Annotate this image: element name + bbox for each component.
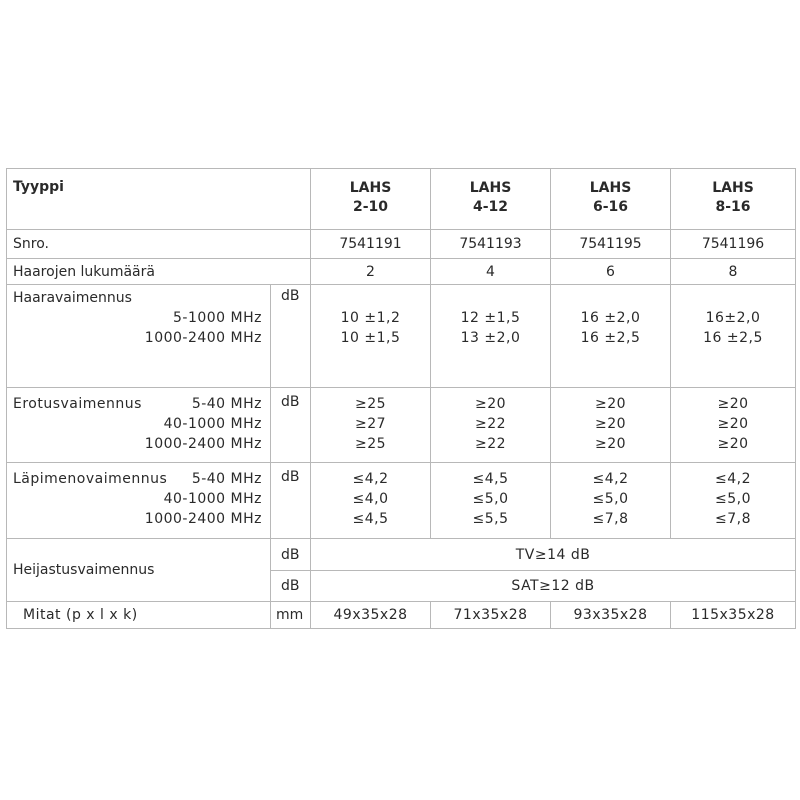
band-label: 40-1000 MHz xyxy=(163,416,262,432)
snro-label: Snro. xyxy=(7,230,311,259)
band-label: 5-40 MHz xyxy=(191,471,262,487)
branches-value: 6 xyxy=(551,259,671,285)
return-loss-tv: TV≥14 dB xyxy=(311,539,796,571)
value: ≥20 xyxy=(717,416,749,432)
model-code: 2-10 xyxy=(352,199,389,215)
value: ≤4,5 xyxy=(472,471,509,487)
header-row xyxy=(7,169,796,230)
branches-value: 2 xyxy=(311,259,431,285)
model-code: 6-16 xyxy=(592,199,629,215)
value: 13 ±2,0 xyxy=(460,330,521,346)
dimensions-value: 71x35x28 xyxy=(431,602,551,629)
tap-loss-values xyxy=(551,285,671,388)
tap-loss-row xyxy=(7,285,796,388)
value: ≤5,0 xyxy=(472,491,509,507)
value: ≥20 xyxy=(594,416,627,432)
branches-value: 8 xyxy=(671,259,796,285)
through-loss-values xyxy=(671,463,796,539)
dimensions-value: 115x35x28 xyxy=(671,602,796,629)
value: ≥20 xyxy=(717,436,749,452)
value: ≤4,2 xyxy=(715,471,752,487)
value: 16±2,0 xyxy=(705,310,761,326)
value: ≥20 xyxy=(594,436,627,452)
value: 10 ±1,2 xyxy=(340,310,401,326)
model-name: LAHS xyxy=(469,180,512,196)
tap-loss-label: Haaravaimennus xyxy=(13,290,132,306)
band-label: 40-1000 MHz xyxy=(163,491,262,507)
tap-loss-values xyxy=(431,285,551,388)
through-loss-row xyxy=(7,463,796,539)
snro-value: 7541195 xyxy=(551,230,671,259)
value: ≥27 xyxy=(354,416,387,432)
isolation-values xyxy=(431,388,551,463)
dimensions-label: Mitat (p x l x k) xyxy=(7,602,271,629)
dimensions-row xyxy=(7,602,796,629)
value: ≥22 xyxy=(474,416,507,432)
unit-label: dB xyxy=(271,463,311,539)
value: ≥20 xyxy=(594,396,627,412)
snro-value: 7541196 xyxy=(671,230,796,259)
band-label: 1000-2400 MHz xyxy=(144,436,262,452)
value: ≤7,8 xyxy=(592,511,629,527)
unit-label: dB xyxy=(271,388,311,463)
tap-loss-cell xyxy=(7,285,271,388)
unit-label: dB xyxy=(271,571,311,602)
dimensions-value: 49x35x28 xyxy=(311,602,431,629)
band-label: 5-40 MHz xyxy=(191,396,262,412)
value: ≥22 xyxy=(474,436,507,452)
model-code: 4-12 xyxy=(472,199,509,215)
branches-label: Haarojen lukumäärä xyxy=(7,259,311,285)
value: ≥20 xyxy=(474,396,507,412)
spec-table xyxy=(6,168,796,629)
snro-value: 7541193 xyxy=(431,230,551,259)
value: ≤4,2 xyxy=(592,471,629,487)
return-loss-sat: SAT≥12 dB xyxy=(311,571,796,602)
return-loss-row-tv xyxy=(7,539,796,571)
value: ≤5,0 xyxy=(715,491,752,507)
branches-value: 4 xyxy=(431,259,551,285)
through-loss-values xyxy=(431,463,551,539)
model-header xyxy=(311,169,431,230)
tap-loss-values xyxy=(311,285,431,388)
branches-row xyxy=(7,259,796,285)
band-label: 5-1000 MHz xyxy=(173,310,262,326)
dimensions-value: 93x35x28 xyxy=(551,602,671,629)
unit-label: mm xyxy=(271,602,311,629)
value: ≤7,8 xyxy=(715,511,752,527)
value: ≤5,0 xyxy=(592,491,629,507)
model-name: LAHS xyxy=(349,180,392,196)
snro-row xyxy=(7,230,796,259)
model-header xyxy=(431,169,551,230)
type-label: Tyyppi xyxy=(7,169,311,230)
model-code: 8-16 xyxy=(715,199,751,215)
isolation-cell xyxy=(7,388,271,463)
value: ≤4,2 xyxy=(352,471,389,487)
through-loss-cell xyxy=(7,463,271,539)
through-loss-values xyxy=(551,463,671,539)
value: 16 ±2,5 xyxy=(580,330,641,346)
isolation-values xyxy=(551,388,671,463)
unit-label: dB xyxy=(271,285,311,388)
model-name: LAHS xyxy=(712,180,754,196)
isolation-label: Erotusvaimennus xyxy=(13,396,142,412)
value: 16 ±2,0 xyxy=(580,310,641,326)
model-header xyxy=(671,169,796,230)
model-header xyxy=(551,169,671,230)
value: ≤5,5 xyxy=(472,511,509,527)
model-name: LAHS xyxy=(589,180,632,196)
return-loss-label: Heijastusvaimennus xyxy=(7,539,271,602)
value: ≤4,5 xyxy=(352,511,389,527)
snro-value: 7541191 xyxy=(311,230,431,259)
value: 12 ±1,5 xyxy=(460,310,521,326)
through-loss-label: Läpimenovaimennus xyxy=(13,471,168,487)
through-loss-values xyxy=(311,463,431,539)
isolation-values xyxy=(671,388,796,463)
tap-loss-values xyxy=(671,285,796,388)
isolation-row xyxy=(7,388,796,463)
value: ≥25 xyxy=(354,436,387,452)
isolation-values xyxy=(311,388,431,463)
value: 16 ±2,5 xyxy=(703,330,763,346)
value: ≥20 xyxy=(717,396,749,412)
band-label: 1000-2400 MHz xyxy=(144,511,262,527)
value: 10 ±1,5 xyxy=(340,330,401,346)
value: ≥25 xyxy=(354,396,387,412)
value: ≤4,0 xyxy=(352,491,389,507)
band-label: 1000-2400 MHz xyxy=(144,330,262,346)
unit-label: dB xyxy=(271,539,311,571)
